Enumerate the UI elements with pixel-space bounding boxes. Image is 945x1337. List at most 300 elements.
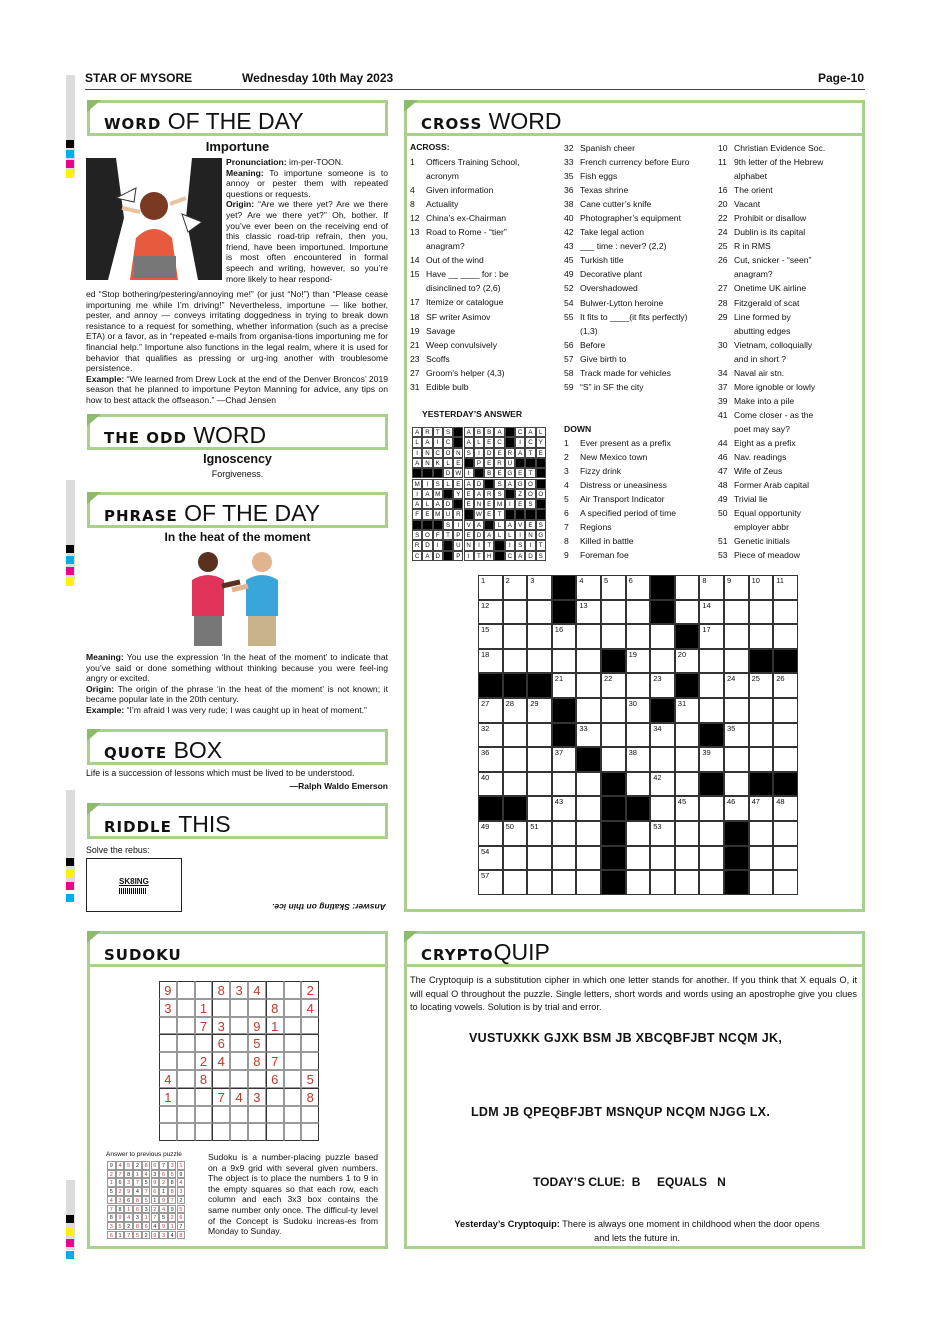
grid-cell[interactable]: 50 <box>503 821 528 846</box>
sudoku-cell[interactable] <box>195 1088 213 1106</box>
sudoku-cell[interactable] <box>159 1017 177 1035</box>
answer-cell: 8 <box>168 1178 177 1187</box>
grid-cell[interactable]: 53 <box>650 821 675 846</box>
grid-cell[interactable]: 42 <box>650 772 675 797</box>
grid-cell[interactable] <box>503 624 528 649</box>
grid-cell[interactable]: 14 <box>699 600 724 625</box>
answer-cell: V <box>464 520 474 530</box>
sudoku-cell[interactable] <box>266 1106 284 1124</box>
answer-cell: S <box>494 479 504 489</box>
black-cell <box>601 821 626 846</box>
black-cell <box>724 870 749 895</box>
grid-cell[interactable] <box>601 600 626 625</box>
sudoku-cell[interactable] <box>284 1017 302 1035</box>
clue: 51 Genetic initials <box>718 536 790 547</box>
sudoku-cell[interactable]: 1 <box>195 999 213 1017</box>
grid-cell[interactable] <box>699 796 724 821</box>
grid-cell[interactable] <box>626 846 651 871</box>
grid-cell[interactable]: 26 <box>773 673 798 698</box>
answer-cell <box>422 468 432 478</box>
grid-cell[interactable] <box>527 870 552 895</box>
grid-cell[interactable]: 8 <box>699 575 724 600</box>
sudoku-cell[interactable] <box>301 1052 319 1070</box>
answer-cell: 6 <box>133 1205 142 1214</box>
grid-cell[interactable]: 18 <box>478 649 503 674</box>
answer-cell: 4 <box>177 1178 186 1187</box>
grid-cell[interactable] <box>576 796 601 821</box>
color-mark <box>66 545 74 553</box>
answer-cell: 8 <box>116 1205 125 1214</box>
grid-cell[interactable] <box>527 747 552 772</box>
grid-cell[interactable]: 35 <box>724 723 749 748</box>
grid-cell[interactable] <box>552 821 577 846</box>
sudoku-cell[interactable]: 3 <box>212 1017 230 1035</box>
grid-cell[interactable]: 19 <box>626 649 651 674</box>
grid-cell[interactable]: 2 <box>503 575 528 600</box>
grid-cell[interactable]: 4 <box>576 575 601 600</box>
answer-cell <box>453 427 463 437</box>
grid-cell[interactable]: 51 <box>527 821 552 846</box>
answer-cell: 6 <box>151 1187 160 1196</box>
grid-cell[interactable] <box>601 698 626 723</box>
riddle-prompt: Solve the rebus: <box>86 845 150 855</box>
grid-cell[interactable] <box>724 600 749 625</box>
sudoku-cell[interactable] <box>284 1052 302 1070</box>
grid-cell[interactable] <box>576 698 601 723</box>
grid-cell[interactable]: 12 <box>478 600 503 625</box>
clues-across-col2 <box>564 141 714 394</box>
grid-cell[interactable] <box>576 673 601 698</box>
grid-cell[interactable]: 29 <box>527 698 552 723</box>
grid-cell[interactable]: 1 <box>478 575 503 600</box>
sudoku-cell[interactable] <box>230 1123 248 1141</box>
sudoku-cell[interactable] <box>284 1088 302 1106</box>
sudoku-cell[interactable]: 4 <box>212 1052 230 1070</box>
grid-cell[interactable] <box>699 821 724 846</box>
grid-cell[interactable]: 23 <box>650 673 675 698</box>
clue: 38 Cane cutter’s knife <box>564 199 652 210</box>
answer-cell: E <box>422 509 432 519</box>
sudoku-cell[interactable] <box>284 981 302 999</box>
grid-cell[interactable] <box>527 723 552 748</box>
grid-cell[interactable]: 15 <box>478 624 503 649</box>
answer-cell: C <box>412 551 422 561</box>
answer-cell: 4 <box>124 1213 133 1222</box>
sudoku-cell[interactable] <box>230 1017 248 1035</box>
clue: 6 A specified period of time <box>564 508 677 519</box>
answer-cell <box>433 520 443 530</box>
sudoku-cell[interactable] <box>177 1070 195 1088</box>
sudoku-cell[interactable] <box>284 999 302 1017</box>
grid-cell[interactable]: 22 <box>601 673 626 698</box>
grid-cell[interactable] <box>749 600 774 625</box>
sudoku-cell[interactable] <box>212 1106 230 1124</box>
grid-cell[interactable]: 49 <box>478 821 503 846</box>
grid-cell[interactable] <box>699 870 724 895</box>
grid-cell[interactable] <box>626 870 651 895</box>
sudoku-cell[interactable] <box>195 1034 213 1052</box>
answer-cell: 9 <box>107 1161 116 1170</box>
grid-cell[interactable] <box>749 846 774 871</box>
grid-cell[interactable] <box>650 649 675 674</box>
grid-cell[interactable] <box>527 772 552 797</box>
grid-cell[interactable] <box>749 747 774 772</box>
grid-cell[interactable] <box>773 747 798 772</box>
answer-cell <box>505 489 515 499</box>
sudoku-cell[interactable] <box>177 1052 195 1070</box>
grid-cell[interactable] <box>699 673 724 698</box>
grid-cell[interactable]: 36 <box>478 747 503 772</box>
sudoku-cell[interactable] <box>159 1034 177 1052</box>
sudoku-cell[interactable] <box>248 1123 266 1141</box>
grid-cell[interactable] <box>503 772 528 797</box>
grid-cell[interactable]: 54 <box>478 846 503 871</box>
answer-cell: B <box>484 468 494 478</box>
sudoku-cell[interactable]: 6 <box>266 1070 284 1088</box>
color-mark <box>66 1251 74 1259</box>
grid-cell[interactable] <box>675 846 700 871</box>
grid-cell[interactable] <box>650 870 675 895</box>
sudoku-cell[interactable] <box>159 1106 177 1124</box>
grid-cell[interactable]: 47 <box>749 796 774 821</box>
black-cell <box>527 673 552 698</box>
sudoku-cell[interactable] <box>177 1106 195 1124</box>
sudoku-cell[interactable] <box>248 1106 266 1124</box>
grid-cell[interactable] <box>626 624 651 649</box>
grid-cell[interactable] <box>650 624 675 649</box>
grid-cell[interactable] <box>552 649 577 674</box>
grid-cell[interactable]: 57 <box>478 870 503 895</box>
sudoku-cell[interactable]: 2 <box>195 1052 213 1070</box>
grid-cell[interactable] <box>601 747 626 772</box>
sudoku-cell[interactable] <box>284 1106 302 1124</box>
sudoku-cell[interactable]: 4 <box>248 981 266 999</box>
sudoku-cell[interactable] <box>284 1123 302 1141</box>
sudoku-cell[interactable] <box>284 1070 302 1088</box>
grid-cell[interactable] <box>576 624 601 649</box>
grid-cell[interactable] <box>527 649 552 674</box>
sudoku-cell[interactable]: 5 <box>301 1070 319 1088</box>
clue: abutting edges <box>734 325 791 336</box>
grid-cell[interactable] <box>503 846 528 871</box>
answer-cell: 2 <box>177 1196 186 1205</box>
answer-cell: 2 <box>107 1170 116 1179</box>
grid-cell[interactable] <box>552 846 577 871</box>
grid-cell[interactable]: 3 <box>527 575 552 600</box>
sudoku-cell[interactable]: 9 <box>159 981 177 999</box>
quote-title-box <box>87 729 388 765</box>
sudoku-cell[interactable] <box>230 1052 248 1070</box>
grid-cell[interactable]: 37 <box>552 747 577 772</box>
grid-cell[interactable] <box>699 846 724 871</box>
clue: 34 Naval air stn. <box>718 367 785 378</box>
grid-cell[interactable] <box>724 649 749 674</box>
grid-cell[interactable]: 9 <box>724 575 749 600</box>
sudoku-cell[interactable] <box>195 1106 213 1124</box>
clue: 4 Distress or uneasiness <box>564 480 667 491</box>
black-cell <box>552 723 577 748</box>
sudoku-cell[interactable] <box>212 1070 230 1088</box>
answer-cell: 5 <box>168 1170 177 1179</box>
answer-cell: T <box>433 427 443 437</box>
sudoku-cell[interactable]: 8 <box>248 1052 266 1070</box>
grid-cell[interactable] <box>527 624 552 649</box>
grid-cell[interactable]: 31 <box>675 698 700 723</box>
grid-cell[interactable] <box>773 624 798 649</box>
grid-cell[interactable] <box>626 723 651 748</box>
sudoku-cell[interactable] <box>266 1123 284 1141</box>
grid-cell[interactable] <box>675 870 700 895</box>
sudoku-cell[interactable] <box>284 1034 302 1052</box>
sudoku-cell[interactable]: 4 <box>230 1088 248 1106</box>
grid-cell[interactable] <box>576 821 601 846</box>
grid-cell[interactable] <box>773 821 798 846</box>
sudoku-cell[interactable] <box>230 1106 248 1124</box>
grid-cell[interactable] <box>773 600 798 625</box>
grid-cell[interactable] <box>675 747 700 772</box>
sudoku-cell[interactable] <box>266 981 284 999</box>
answer-cell: 7 <box>116 1170 125 1179</box>
grid-cell[interactable] <box>503 600 528 625</box>
answer-cell: I <box>474 448 484 458</box>
grid-cell[interactable]: 45 <box>675 796 700 821</box>
sudoku-cell[interactable]: 8 <box>195 1070 213 1088</box>
grid-cell[interactable] <box>749 821 774 846</box>
grid-cell[interactable] <box>724 624 749 649</box>
sudoku-cell[interactable] <box>266 1034 284 1052</box>
grid-cell[interactable]: 40 <box>478 772 503 797</box>
sudoku-cell[interactable]: 7 <box>266 1052 284 1070</box>
grid-cell[interactable] <box>749 870 774 895</box>
sudoku-cell[interactable]: 8 <box>266 999 284 1017</box>
grid-cell[interactable] <box>675 600 700 625</box>
answer-cell: 6 <box>159 1170 168 1179</box>
grid-cell[interactable]: 27 <box>478 698 503 723</box>
sudoku-cell[interactable] <box>177 1088 195 1106</box>
answer-cell: C <box>443 437 453 447</box>
sudoku-cell[interactable]: 8 <box>212 981 230 999</box>
grid-cell[interactable] <box>626 600 651 625</box>
answer-cell: L <box>474 437 484 447</box>
sudoku-cell[interactable]: 3 <box>159 999 177 1017</box>
sudoku-cell[interactable]: 3 <box>248 1088 266 1106</box>
grid-cell[interactable]: 11 <box>773 575 798 600</box>
grid-cell[interactable]: 25 <box>749 673 774 698</box>
sudoku-cell[interactable] <box>177 981 195 999</box>
grid-cell[interactable] <box>527 796 552 821</box>
sudoku-cell[interactable] <box>301 1017 319 1035</box>
answer-cell: A <box>464 437 474 447</box>
sudoku-cell[interactable] <box>248 1070 266 1088</box>
grid-cell[interactable] <box>699 649 724 674</box>
sudoku-cell[interactable] <box>159 1052 177 1070</box>
answer-cell: T <box>525 448 535 458</box>
sudoku-cell[interactable] <box>301 1106 319 1124</box>
clue: 15 Have __ ____ for : be <box>410 269 509 280</box>
sudoku-cell[interactable]: 3 <box>230 981 248 999</box>
grid-cell[interactable] <box>749 698 774 723</box>
answer-cell: U <box>443 509 453 519</box>
sudoku-cell[interactable]: 1 <box>159 1088 177 1106</box>
grid-cell[interactable]: 10 <box>749 575 774 600</box>
sudoku-cell[interactable]: 2 <box>301 981 319 999</box>
grid-cell[interactable] <box>749 723 774 748</box>
grid-cell[interactable]: 17 <box>699 624 724 649</box>
grid-cell[interactable] <box>503 723 528 748</box>
grid-cell[interactable]: 39 <box>699 747 724 772</box>
answer-cell: E <box>484 509 494 519</box>
grid-cell[interactable] <box>650 796 675 821</box>
clue: 13 Road to Rome - “tier” <box>410 227 507 238</box>
black-cell <box>478 796 503 821</box>
sudoku-cell[interactable]: 9 <box>248 1017 266 1035</box>
grid-cell[interactable] <box>773 723 798 748</box>
clue: 39 Make into a pile <box>718 395 795 406</box>
sudoku-cell[interactable] <box>177 1123 195 1141</box>
grid-cell[interactable] <box>749 624 774 649</box>
grid-cell[interactable]: 48 <box>773 796 798 821</box>
clue: 17 Itemize or catalogue <box>410 297 504 308</box>
sudoku-cell[interactable] <box>177 999 195 1017</box>
sudoku-cell[interactable] <box>230 1034 248 1052</box>
grid-cell[interactable]: 46 <box>724 796 749 821</box>
sudoku-cell[interactable]: 1 <box>266 1017 284 1035</box>
sudoku-cell[interactable]: 4 <box>159 1070 177 1088</box>
color-mark <box>66 160 74 168</box>
grid-cell[interactable] <box>601 723 626 748</box>
answer-cell: A <box>515 448 525 458</box>
sudoku-cell[interactable] <box>177 1034 195 1052</box>
grid-cell[interactable] <box>773 698 798 723</box>
grid-cell[interactable]: 32 <box>478 723 503 748</box>
grid-cell[interactable]: 21 <box>552 673 577 698</box>
answer-cell: 9 <box>124 1187 133 1196</box>
answer-cell: E <box>464 489 474 499</box>
sudoku-cell[interactable]: 8 <box>301 1088 319 1106</box>
grid-cell[interactable]: 34 <box>650 723 675 748</box>
grid-cell[interactable]: 43 <box>552 796 577 821</box>
sudoku-cell[interactable] <box>248 999 266 1017</box>
grid-cell[interactable] <box>503 747 528 772</box>
sudoku-cell[interactable] <box>212 1123 230 1141</box>
answer-cell: 3 <box>124 1178 133 1187</box>
sudoku-cell[interactable]: 5 <box>248 1034 266 1052</box>
grid-cell[interactable] <box>650 747 675 772</box>
sudoku-cell[interactable] <box>230 1070 248 1088</box>
cryptoquip-intro: The Cryptoquip is a substitution cipher in which one letter stands for another. If you think that X equals O, it will equal O throughout the puzzle. Single letters, short words and words using an apostrophe give you clues to locating vowels. Solution is by trial and error. <box>410 975 857 1012</box>
answer-cell: O <box>525 489 535 499</box>
answer-cell: 9 <box>159 1222 168 1231</box>
black-cell <box>650 698 675 723</box>
grid-cell[interactable]: 16 <box>552 624 577 649</box>
grid-cell[interactable] <box>576 649 601 674</box>
answer-cell: L <box>412 437 422 447</box>
grid-cell[interactable] <box>527 600 552 625</box>
sudoku-cell[interactable]: 7 <box>212 1088 230 1106</box>
grid-cell[interactable] <box>576 846 601 871</box>
answer-cell: 5 <box>159 1213 168 1222</box>
clue: 59 “S” in SF the city <box>564 381 644 392</box>
sudoku-cell[interactable]: 4 <box>301 999 319 1017</box>
sudoku-cell[interactable]: 7 <box>195 1017 213 1035</box>
sudoku-cell[interactable] <box>177 1017 195 1035</box>
color-mark <box>66 882 74 890</box>
grid-cell[interactable] <box>601 624 626 649</box>
sudoku-cell[interactable]: 6 <box>212 1034 230 1052</box>
grid-cell[interactable] <box>724 747 749 772</box>
grid-cell[interactable]: 38 <box>626 747 651 772</box>
grid-cell[interactable] <box>724 698 749 723</box>
sudoku-cell[interactable] <box>195 1123 213 1141</box>
answer-cell: I <box>422 479 432 489</box>
answer-cell: T <box>484 540 494 550</box>
answer-cell: A <box>474 520 484 530</box>
answer-cell: F <box>412 509 422 519</box>
grid-cell[interactable] <box>626 772 651 797</box>
sudoku-cell[interactable] <box>266 1088 284 1106</box>
answer-cell: S <box>412 530 422 540</box>
black-cell <box>601 846 626 871</box>
grid-cell[interactable] <box>626 673 651 698</box>
answer-cell: D <box>474 530 484 540</box>
grid-cell[interactable] <box>699 698 724 723</box>
grid-cell[interactable] <box>576 870 601 895</box>
sudoku-cell[interactable] <box>212 999 230 1017</box>
grid-cell[interactable]: 13 <box>576 600 601 625</box>
grid-cell[interactable] <box>675 821 700 846</box>
grid-cell[interactable] <box>773 846 798 871</box>
grid-cell[interactable]: 30 <box>626 698 651 723</box>
grid-cell[interactable]: 28 <box>503 698 528 723</box>
answer-cell: R <box>422 427 432 437</box>
sudoku-cell[interactable] <box>159 1123 177 1141</box>
answer-cell <box>412 520 422 530</box>
grid-cell[interactable] <box>576 772 601 797</box>
grid-cell[interactable] <box>675 575 700 600</box>
sudoku-cell[interactable] <box>195 981 213 999</box>
answer-cell: 2 <box>124 1222 133 1231</box>
answer-cell: M <box>412 479 422 489</box>
grid-cell[interactable]: 33 <box>576 723 601 748</box>
grid-cell[interactable] <box>503 649 528 674</box>
grid-cell[interactable] <box>675 772 700 797</box>
grid-cell[interactable]: 5 <box>601 575 626 600</box>
grid-cell[interactable] <box>503 870 528 895</box>
grid-cell[interactable] <box>626 821 651 846</box>
grid-cell[interactable]: 20 <box>675 649 700 674</box>
sudoku-cell[interactable] <box>301 1123 319 1141</box>
sudoku-cell[interactable] <box>230 999 248 1017</box>
answer-cell: L <box>494 520 504 530</box>
grid-cell[interactable]: 24 <box>724 673 749 698</box>
black-cell <box>650 575 675 600</box>
clue: 3 Fizzy drink <box>564 466 622 477</box>
grid-cell[interactable] <box>675 723 700 748</box>
sudoku-cell[interactable] <box>301 1034 319 1052</box>
answer-cell: U <box>505 458 515 468</box>
grid-cell[interactable] <box>527 846 552 871</box>
grid-cell[interactable]: 6 <box>626 575 651 600</box>
answer-cell: S <box>525 499 535 509</box>
grid-cell[interactable] <box>552 772 577 797</box>
answer-cell: C <box>505 551 515 561</box>
grid-cell[interactable] <box>724 772 749 797</box>
black-cell <box>675 673 700 698</box>
grid-cell[interactable] <box>650 846 675 871</box>
grid-cell[interactable] <box>773 870 798 895</box>
grid-cell[interactable] <box>552 870 577 895</box>
quote-author: —Ralph Waldo Emerson <box>289 781 388 791</box>
